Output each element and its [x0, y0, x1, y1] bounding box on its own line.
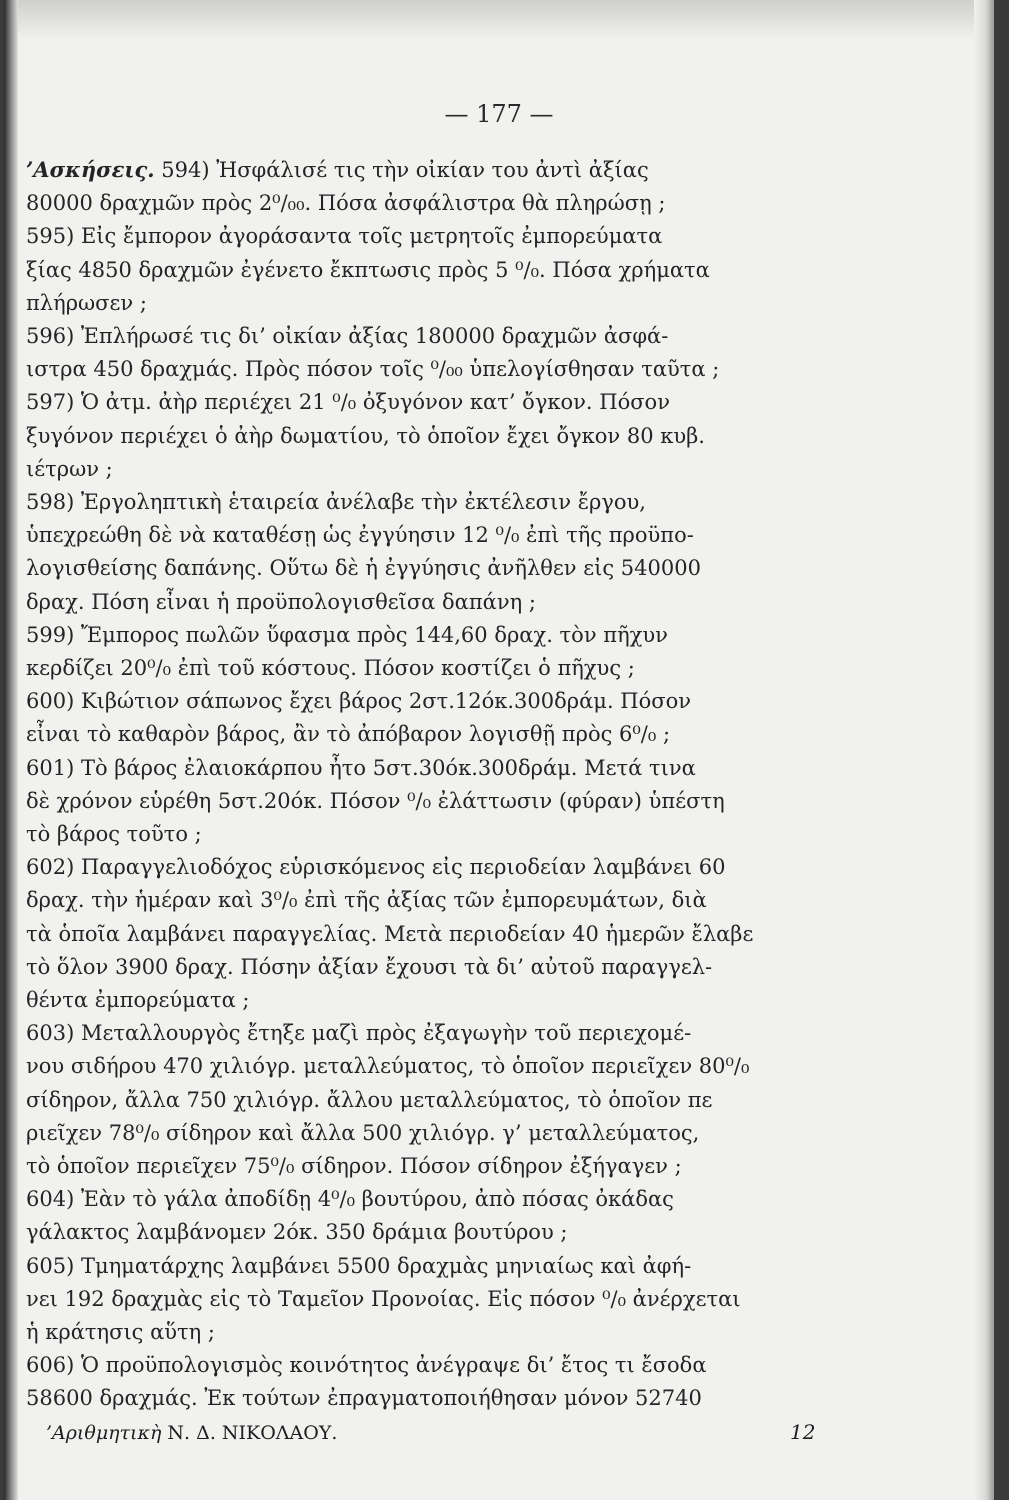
line-text: ξίας 4850 δραχμῶν ἐγένετο ἔκπτωσις πρὸς 5 ⁰/₀. Πόσα χρήματα [26, 257, 710, 282]
line-text: νου σιδήρου 470 χιλιόγρ. μεταλλεύματος, τὸ ὁποῖον περιεῖχεν 80⁰/₀ [26, 1054, 750, 1079]
text-line [26, 1284, 906, 1314]
text-line [26, 952, 906, 982]
line-text: δραχ. τὴν ἡμέραν καὶ 3⁰/₀ ἐπὶ τῆς ἀξίας τῶν ἐμπορευμάτων, διὰ [26, 888, 707, 913]
line-text: σίδηρον, ἄλλα 750 χιλιόγρ. ἄλλου μεταλλεύματος, τὸ ὁποῖον πε [26, 1087, 713, 1112]
line-text: ξυγόνον περιέχει ὁ ἀὴρ δωματίου, τὸ ὁποῖον ἔχει ὄγκον 80 κυβ. [26, 423, 705, 448]
text-line [26, 221, 906, 251]
text-line [26, 1184, 906, 1214]
text-line [26, 885, 906, 915]
line-text: ιστρα 450 δραχμάς. Πρὸς πόσον τοῖς ⁰/₀₀ ὑπελογίσθησαν ταῦτα ; [26, 357, 720, 382]
line-text: ριεῖχεν 78⁰/₀ σίδηρον καὶ ἄλλα 500 χιλιόγρ. γ’ μεταλλεύματος, [26, 1120, 700, 1145]
text-line [26, 1151, 906, 1181]
text-line [26, 919, 906, 949]
signature-mark: 12 [790, 1420, 816, 1444]
line-text: 597) Ὁ ἀτμ. ἀὴρ περιέχει 21 ⁰/₀ ὀξυγόνον κατ’ ὄγκον. Πόσον [26, 390, 670, 415]
text-line [26, 786, 906, 816]
text-line [26, 454, 906, 484]
text-line [26, 553, 906, 583]
line-text: νει 192 δραχμὰς εἰς τὸ Ταμεῖον Προνοίας. Εἰς πόσον ⁰/₀ ἀνέρχεται [26, 1286, 741, 1311]
page-top-shadow [4, 0, 994, 40]
footer-title [46, 1422, 337, 1444]
text-line [26, 1383, 906, 1413]
line-text: 600) Κιβώτιον σάπωνος ἔχει βάρος 2στ.12όκ.300δράμ. Πόσον [26, 689, 691, 714]
line-text: κερδίζει 20⁰/₀ ἐπὶ τοῦ κόστους. Πόσον κοστίζει ὁ πῆχυς ; [26, 656, 635, 680]
text-line [26, 255, 906, 285]
page-spine-shadow [4, 0, 18, 1500]
line-text: 599) Ἔμπορος πωλῶν ὕφασμα πρὸς 144,60 δραχ. τὸν πῆχυν [26, 622, 668, 647]
line-text: 596) Ἐπλήρωσέ τις δι’ οἰκίαν ἀξίας 180000 δραχμῶν ἀσφά- [26, 324, 669, 348]
section-heading: ’Ασκήσεις. [26, 157, 155, 182]
line-text: ιέτρων ; [26, 456, 113, 481]
text-line [26, 1350, 906, 1380]
text-line [26, 653, 906, 683]
text-line [26, 1118, 906, 1148]
line-text: θέντα ἐμπορεύματα ; [26, 988, 250, 1012]
text-line [26, 421, 906, 451]
footer-book-title: ’Αριθμητικὴ [46, 1422, 162, 1444]
text-line [26, 1051, 906, 1081]
text-line [26, 1085, 906, 1115]
line-text: λογισθείσης δαπάνης. Οὕτω δὲ ἡ ἐγγύησις ἀνῆλθεν εἰς 540000 [26, 556, 701, 581]
text-line [26, 753, 906, 783]
text-line [26, 1251, 906, 1281]
text-line [26, 188, 906, 218]
text-line [26, 686, 906, 716]
line-text: ἡ κράτησις αὕτη ; [26, 1320, 216, 1344]
page-edge-shadow [974, 0, 994, 1500]
line-text: 603) Μεταλλουργὸς ἔτηξε μαζὶ πρὸς ἐξαγωγὴν τοῦ περιεχομέ- [26, 1021, 692, 1046]
line-text: γάλακτος λαμβάνομεν 2όκ. 350 δράμια βουτύρου ; [26, 1220, 568, 1245]
line-text: 601) Τὸ βάρος ἐλαιοκάρπου ἦτο 5στ.30όκ.300δράμ. Μετά τινα [26, 755, 696, 780]
page-number: — 177 — [444, 100, 554, 128]
text-line [26, 1317, 906, 1347]
line-text: δραχ. Πόση εἶναι ἡ προϋπολογισθεῖσα δαπάνη ; [26, 589, 536, 614]
text-line [26, 487, 906, 517]
line-text: 58600 δραχμάς. Ἐκ τούτων ἐπραγματοποιήθησαν μόνον 52740 [26, 1386, 702, 1411]
line-text: 604) Ἐὰν τὸ γάλα ἀποδίδῃ 4⁰/₀ βουτύρου, ἀπὸ πόσας ὀκάδας [26, 1187, 674, 1212]
line-text: τὰ ὁποῖα λαμβάνει παραγγελίας. Μετὰ περιοδείαν 40 ἡμερῶν ἔλαβε [26, 921, 754, 946]
line-text: 80000 δραχμῶν πρὸς 2⁰/₀₀. Πόσα ἀσφάλιστρα θὰ πληρώσῃ ; [26, 191, 666, 216]
line-text: εἶναι τὸ καθαρὸν βάρος, ἂν τὸ ἀπόβαρον λογισθῇ πρὸς 6⁰/₀ ; [26, 722, 671, 747]
line-text: τὸ βάρος τοῦτο ; [26, 822, 202, 846]
book-page [4, 0, 994, 1500]
line-text: 595) Εἰς ἔμπορον ἀγοράσαντα τοῖς μετρητοῖς ἐμπορεύματα [26, 224, 663, 249]
text-line [26, 819, 906, 849]
footer-author: Ν. Δ. ΝΙΚΟΛΑΟΥ. [161, 1422, 338, 1444]
text-line [26, 1217, 906, 1247]
line-text: τὸ ὅλον 3900 δραχ. Πόσην ἀξίαν ἔχουσι τὰ δι’ αὐτοῦ παραγγελ- [26, 954, 713, 979]
text-line [26, 587, 906, 617]
text-line [26, 321, 906, 351]
text-line [26, 387, 906, 417]
text-line [26, 719, 906, 749]
line-text: ὑπεχρεώθη δὲ νὰ καταθέσῃ ὡς ἐγγύησιν 12 ⁰/₀ ἐπὶ τῆς προϋπο- [26, 523, 694, 548]
line-text: πλήρωσεν ; [26, 290, 147, 315]
line-text: 598) Ἐργοληπτικὴ ἑταιρεία ἀνέλαβε τὴν ἐκτέλεσιν ἔργου, [26, 490, 646, 514]
line-text: 605) Τμηματάρχης λαμβάνει 5500 δραχμὰς μηνιαίως καὶ ἀφή- [26, 1253, 692, 1278]
text-line [26, 520, 906, 550]
line-text: 606) Ὁ προϋπολογισμὸς κοινότητος ἀνέγραψε δι’ ἔτος τι ἔσοδα [26, 1353, 707, 1378]
text-line [26, 155, 906, 185]
text-line [26, 620, 906, 650]
text-line [26, 852, 906, 882]
line-text: δὲ χρόνον εὑρέθη 5στ.20όκ. Πόσον ⁰/₀ ἐλάττωσιν (φύραν) ὑπέστη [26, 788, 725, 813]
text-line [26, 288, 906, 318]
line-text: 594) Ἠσφάλισέ τις τὴν οἰκίαν του ἀντὶ ἀξίας [154, 158, 649, 182]
line-text: τὸ ὁποῖον περιεῖχεν 75⁰/₀ σίδηρον. Πόσον σίδηρον ἐξήγαγεν ; [26, 1154, 682, 1178]
text-line [26, 985, 906, 1015]
line-text: 602) Παραγγελιοδόχος εὑρισκόμενος εἰς περιοδείαν λαμβάνει 60 [26, 855, 726, 880]
text-line [26, 354, 906, 384]
text-line [26, 1018, 906, 1048]
